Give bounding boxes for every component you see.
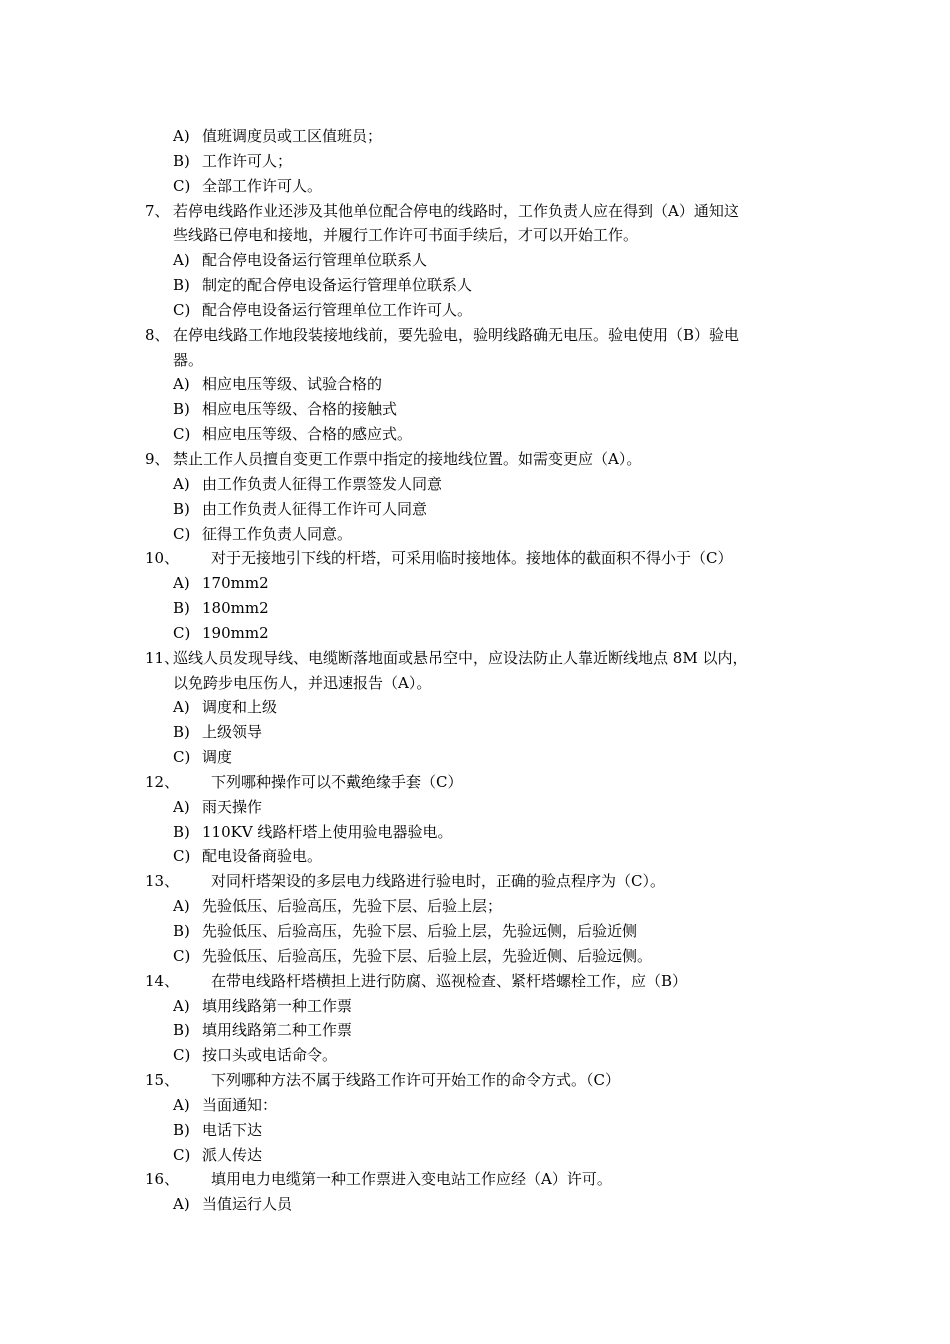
option-letter: B) [173,922,190,940]
question-number: 9、 [145,449,170,468]
option-letter: C) [173,847,191,866]
option-letter: B) [173,1021,190,1040]
answer-option [0,919,950,944]
answer-option [0,596,950,621]
option-text: 值班调度员或工区值班员； [202,127,383,145]
answer-option [0,397,950,422]
question-number: 15、 [145,1071,180,1090]
option-letter: A) [173,375,190,394]
question [0,447,950,472]
question-continuation [0,223,950,248]
option-letter: B) [173,499,190,518]
option-text: 全部工作许可人。 [202,176,323,195]
answer-option [0,174,950,199]
option-text: 相应电压等级、合格的接触式 [202,400,398,419]
option-text: 170mm2 [202,574,269,593]
answer-option [0,149,950,174]
option-text: 填用线路第二种工作票 [202,1021,353,1040]
option-letter: C) [173,623,191,642]
option-letter: A) [173,574,190,593]
question [0,323,950,348]
option-letter: C) [173,524,191,543]
option-letter: C) [173,946,191,965]
option-letter: C) [173,1046,191,1065]
question [0,869,950,894]
answer-option [0,298,950,323]
question [0,969,950,994]
option-text: 相应电压等级、试验合格的 [202,375,383,394]
option-letter: C) [173,425,191,444]
answer-option [0,372,950,397]
question-number: 16、 [145,1170,180,1189]
option-letter: B) [173,723,190,742]
option-text: 制定的配合停电设备运行管理单位联系人 [202,276,473,295]
question-number: 11、 [145,648,180,667]
option-letter: A) [173,797,190,816]
question-text: 下列哪种方法不属于线路工作许可开始工作的命令方式。（C） [211,1071,620,1090]
answer-option [0,745,950,770]
option-text: 雨天操作 [202,797,263,816]
option-letter: A) [173,698,190,717]
option-text: 110KV 线路杆塔上使用验电器验电。 [202,822,453,841]
option-text: 上级领导 [202,723,263,742]
answer-option [0,695,950,720]
option-letter: A) [173,1095,190,1114]
question-continuation [0,348,950,373]
option-text: 190mm2 [202,623,269,642]
question-continuation [0,671,950,696]
answer-option [0,720,950,745]
question-text: 巡线人员发现导线、电缆断落地面或悬吊空中，应设法防止人靠近断线地点 8M 以内， [173,648,748,667]
option-letter: B) [173,276,190,295]
option-text: 派人传达 [202,1145,263,1164]
answer-option [0,522,950,547]
answer-option [0,1093,950,1118]
question [0,199,950,224]
answer-option [0,248,950,273]
question-text: 在停电线路工作地段装接地线前，要先验电，验明线路确无电压。验电使用（B）验电 [173,325,740,344]
answer-option [0,472,950,497]
question-text: 器。 [173,350,204,369]
question [0,546,950,571]
question-number: 13、 [145,872,180,891]
option-text: 由工作负责人征得工作许可人同意 [202,499,428,518]
answer-option [0,820,950,845]
option-text: 按口头或电话命令。 [202,1046,338,1065]
option-letter: C) [173,176,191,195]
option-text: 调度 [202,748,233,767]
option-letter: A) [173,474,190,493]
option-text: 180mm2 [202,599,269,618]
option-letter: B) [173,599,190,618]
option-letter: C) [173,748,191,767]
question-text: 对于无接地引下线的杆塔，可采用临时接地体。接地体的截面积不得小于（C） [211,549,733,568]
question [0,646,950,671]
option-text: 工作许可人； [202,151,293,170]
answer-option [0,795,950,820]
option-letter: A) [173,996,190,1015]
option-letter: B) [173,400,190,419]
option-letter: B) [173,151,190,170]
question-text: 填用电力电缆第一种工作票进入变电站工作应经（A）许可。 [211,1170,612,1189]
question-number: 10、 [145,549,180,568]
answer-option [0,1043,950,1068]
question-text: 对同杆塔架设的多层电力线路进行验电时，正确的验点程序为（C）。 [211,872,665,891]
option-text: 先验低压、后验高压，先验下层、后验上层，先验近侧、后验远侧。 [202,946,653,965]
option-letter: A) [173,897,190,916]
answer-option [0,124,950,149]
answer-option [0,944,950,969]
option-letter: C) [173,300,191,319]
question [0,1167,950,1192]
option-letter: B) [173,1120,190,1139]
answer-option [0,497,950,522]
answer-option [0,894,950,919]
option-text: 电话下达 [202,1120,263,1139]
answer-option [0,1143,950,1168]
option-text: 征得工作负责人同意。 [202,524,353,543]
question-number: 8、 [145,325,170,344]
answer-option [0,844,950,869]
option-text: 配合停电设备运行管理单位联系人 [202,251,428,270]
question [0,1068,950,1093]
option-letter: A) [173,1195,190,1214]
question-text: 下列哪种操作可以不戴绝缘手套（C） [211,772,463,791]
option-text: 配合停电设备运行管理单位工作许可人。 [202,300,473,319]
question-text: 在带电线路杆塔横担上进行防腐、巡视检查、紧杆塔螺栓工作，应（B） [211,971,688,990]
option-letter: A) [173,127,190,145]
option-text: 当面通知： [202,1095,278,1114]
question-text: 若停电线路作业还涉及其他单位配合停电的线路时，工作负责人应在得到（A）通知这 [173,201,739,220]
answer-option [0,1192,950,1217]
question-text: 禁止工作人员擅自变更工作票中指定的接地线位置。如需变更应（A）。 [173,449,642,468]
answer-option [0,994,950,1019]
option-text: 先验低压、后验高压，先验下层、后验上层； [202,897,503,916]
question [0,770,950,795]
answer-option [0,621,950,646]
option-text: 当值运行人员 [202,1195,293,1214]
option-text: 由工作负责人征得工作票签发人同意 [202,474,443,493]
question-text: 以免跨步电压伤人，并迅速报告（A）。 [173,673,432,692]
option-letter: C) [173,1145,191,1164]
option-text: 调度和上级 [202,698,278,717]
answer-option [0,422,950,447]
question-text: 些线路已停电和接地，并履行工作许可书面手续后，才可以开始工作。 [173,226,639,245]
option-letter: A) [173,251,190,270]
question-number: 14、 [145,971,180,990]
option-text: 填用线路第一种工作票 [202,996,353,1015]
option-text: 相应电压等级、合格的感应式。 [202,425,413,444]
option-text: 配电设备商验电。 [202,847,323,866]
question-number: 12、 [145,772,180,791]
option-text: 先验低压、后验高压，先验下层、后验上层，先验远侧，后验近侧 [202,922,638,940]
question-number: 7、 [145,201,170,220]
answer-option [0,571,950,596]
answer-option [0,273,950,298]
answer-option [0,1018,950,1043]
option-letter: B) [173,822,190,841]
answer-option [0,1118,950,1143]
